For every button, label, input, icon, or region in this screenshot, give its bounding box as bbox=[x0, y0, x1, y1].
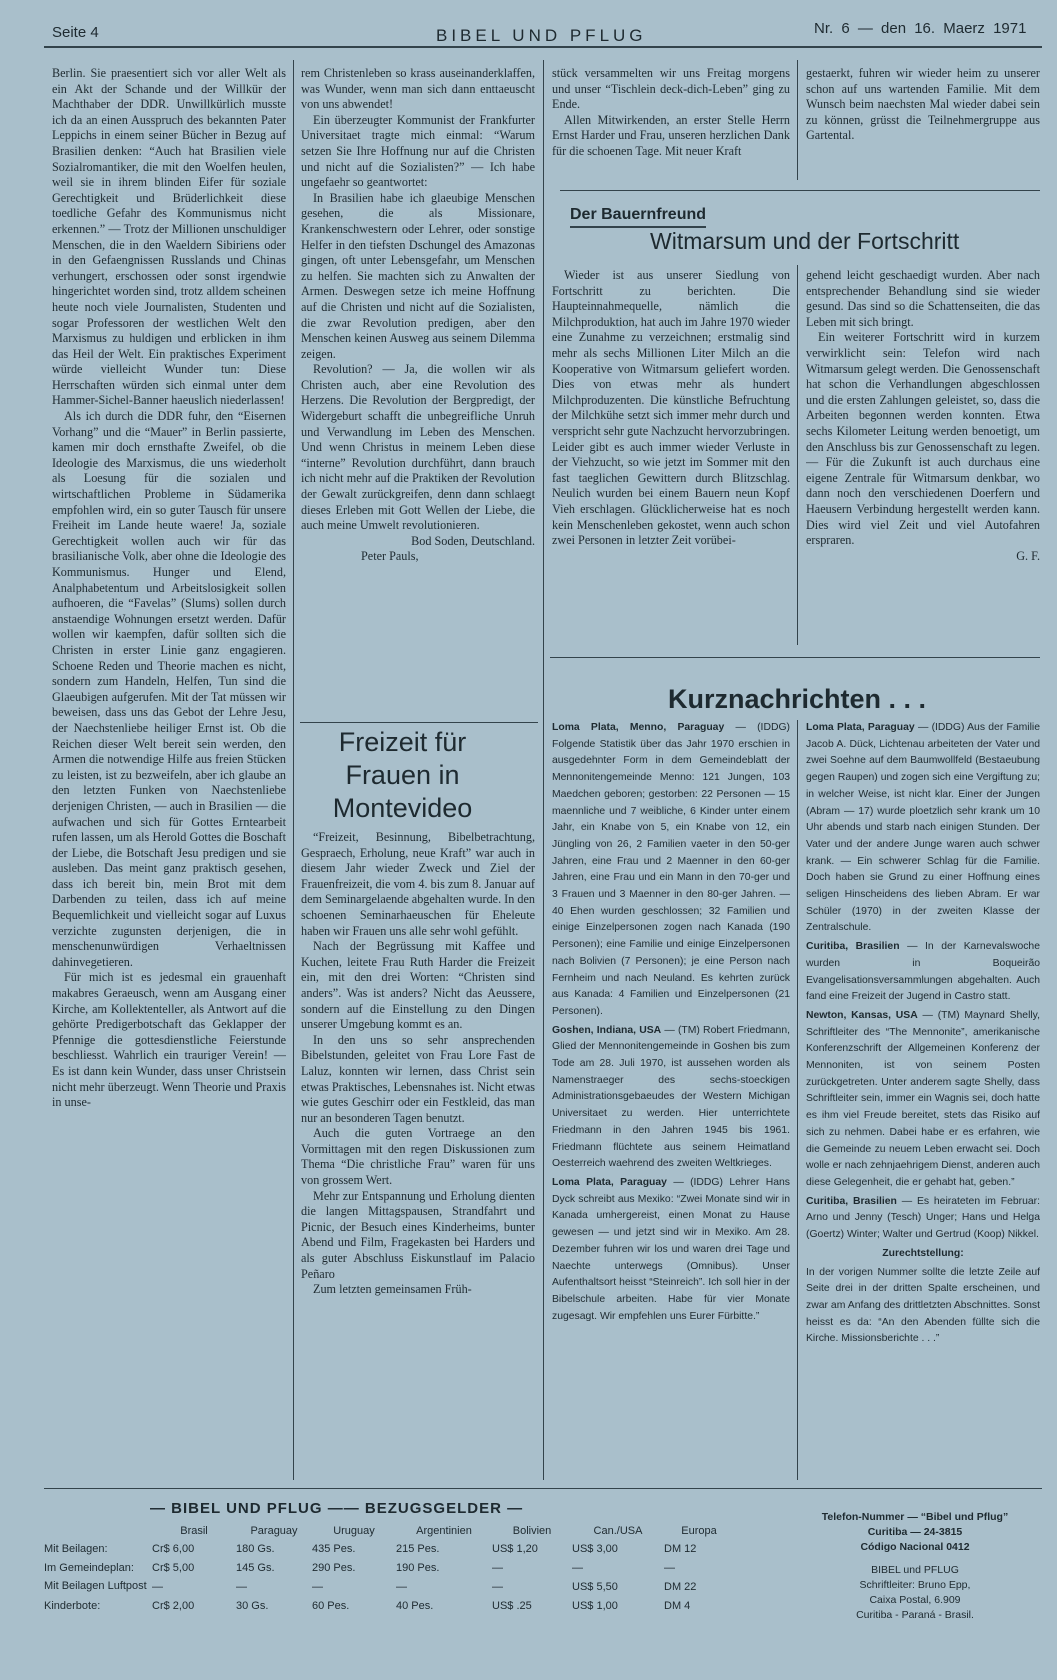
row-label: Mit Beilagen Luftpost bbox=[44, 1580, 147, 1592]
kurznachrichten-column-1 bbox=[552, 720, 790, 1476]
table-cell: — bbox=[396, 1580, 407, 1593]
table-cell: Cr$ 5,00 bbox=[152, 1561, 195, 1574]
news-text: — (TM) Maynard Shelly, Schriftleiter des “The Mennonite”, amerikanische Konferenzschrift der Allgemeinen Konferenz der Mennoniten, ist von seinem Posten zurückgetreten. Unter anderem sagte Shelly, dass Schriftleiter sein, immer ein Wagnis sei, doch hatte es ihm viel Freude bereitet, stets das Risiko auf sich zu nehmen. Dabei habe er es erfahren, wie die Gemeinde zu neuem Leben erwacht sei. Doch wolle er nach zehnjaehrigem Dienst, anderen auch diese Gelegenheit, die er gehabt hat, geben.” bbox=[806, 1009, 1040, 1188]
section-rule bbox=[550, 657, 1040, 658]
table-row bbox=[44, 1577, 734, 1596]
paragraph: Auch die guten Vortraege an den Vormittagen mit den regen Diskussionen zum Thema “Die christliche Frau” waren für uns von grossem Wert. bbox=[301, 1126, 535, 1188]
table-cell: 215 Pes. bbox=[396, 1542, 440, 1555]
column-divider bbox=[797, 265, 798, 645]
row-label: Im Gemeindeplan: bbox=[44, 1561, 134, 1574]
table-cell: US$ 1,00 bbox=[572, 1599, 618, 1612]
page-number: Seite 4 bbox=[52, 24, 99, 41]
dateline: Curitiba, Brasilien bbox=[806, 941, 900, 953]
table-cell: US$ 1,20 bbox=[492, 1542, 538, 1555]
table-cell: 30 Gs. bbox=[236, 1599, 269, 1612]
column-divider bbox=[797, 60, 798, 180]
paragraph: Wieder ist aus unserer Siedlung von Fortschritt zu berichten. Die Haupteinnahmequelle, nämlich die Milchproduktion, hat auch im Jahre 1970 wieder eine Zunahme zu verzeichnen; erstmalig sind mehr als sechs Millionen Liter Milch an die Kooperative von Witmarsum geliefert worden. Dies von etwas mehr als hundert Milchproduzenten. Die künstliche Befruchtung der Milchkühe setzt sich immer mehr durch und verspricht sehr gute Nachzucht hervorzubringen. Leider gibt es auch immer wieder Verluste in der Viehzucht, so wie jetzt im Sommer mit den fast taeglichen Gewittern durch Blitzschlag. Neulich wurden bei einem Bauern neun Kopf Vieh erschlagen. Glücklicherweise hat es noch kein Menschenleben gekostet, wenn auch schon zwei Personen in letzter Zeit vorübei- bbox=[552, 268, 790, 548]
table-cell: — bbox=[492, 1580, 503, 1593]
news-item bbox=[806, 1008, 1040, 1192]
news-text: — Es heirateten im Februar: Arno und Jenny (Tesch) Unger; Hans und Helga (Goertz) Winter; Walter und Gertrud (Koop) Nikkel. bbox=[806, 1195, 1040, 1241]
section-kicker: Der Bauernfreund bbox=[570, 206, 706, 228]
column-header: Brasil bbox=[180, 1525, 208, 1537]
row-label: Kinderbote: bbox=[44, 1599, 101, 1612]
column-header: Bolivien bbox=[512, 1525, 552, 1537]
table-cell: DM 12 bbox=[664, 1542, 697, 1555]
news-item bbox=[806, 939, 1040, 1006]
headline-freizeit: Freizeit für Frauen in Montevideo bbox=[332, 727, 473, 823]
postal-box: Caixa Postal, 6.909 bbox=[869, 1594, 961, 1606]
signature-location: Bod Soden, Deutschland. bbox=[411, 533, 535, 548]
paragraph: Ein weiterer Fortschritt wird in kurzem verwirklicht sein: Telefon wird nach Witmarsum gelegt werden. Die Genossenschaft hat schon die Verhandlungen abgeschlossen und die ersten Zahlungen geleistet, so, dass die Arbeiten begonnen werden konnten. Etwa sechs Kilometer Leitung werden benoetigt, um den Anschluss bis zur Genossenschaft zu legen. — Für die Zukunft ist auch durchaus eine eigene Zentrale für Witmarsum denkbar, wo dann noch den verschiedenen Doerfern und Haeusern Verbindung hergestellt werden kann. Dies wird viel Zeit und viel Autofahren erspraren. bbox=[806, 330, 1040, 548]
table-row bbox=[44, 1596, 734, 1615]
telefon-label: Telefon-Nummer — “Bibel und Pflug” bbox=[821, 1511, 1009, 1523]
table-row bbox=[44, 1539, 734, 1558]
table-cell: US$ 5,50 bbox=[572, 1580, 618, 1593]
column-header: Can./USA bbox=[593, 1525, 643, 1537]
paragraph: gestaerkt, fuhren wir wieder heim zu unserer schon auf uns wartenden Familie. Mit dem Wunsch beim naechsten Mal wieder dabei sein zu können, grüsst die Teilnehmergruppe aus Gartental. bbox=[806, 66, 1040, 143]
table-cell: — bbox=[236, 1580, 247, 1593]
table-cell: Cr$ 6,00 bbox=[152, 1542, 195, 1555]
news-item bbox=[552, 720, 790, 1021]
contact-info bbox=[795, 1510, 1035, 1623]
table-cell: Cr$ 2,00 bbox=[152, 1599, 195, 1612]
paragraph: Als ich durch die DDR fuhr, den “Eisernen Vorhang” und die “Mauer” in Berlin passierte, kamen mir doch ernsthafte Zweifel, ob die Ideologie des Marxismus, die uns wiederholt als Loesung für die sozialen und wirtschaftlichen Probleme in Südamerika empfohlen wird, ein so guter Tausch für unsere Freiheit im Lande heute waere! Ja, soziale Gerechtigkeit wollen auch wir für das brasilianische Volk, aber ohne die Ideologie des Kommunismus. Hunger und Elend, Analphabetentum und Arbeitslosigkeit sollen aufhoeren, die “Favelas” (Slums) sollen durch anstaendige Wohnungen ersetzt werden. Dafür wollen wir kaempfen, dafür sollten sich die Christen in erster Linie ganz engagieren. Schoene Reden und Theorie machen es nicht, sondern zum Handeln, Helfen, Tun sind die Glaeubigen aufgerufen. Mit der Tat müssen wir beweisen, dass uns das Gebot der Lehre Jesu, der Naechstenliebe heiliger Ernst ist. Ob die Reichen dieser Welt bereit sein werden, den Armen die notwendige Hilfe aus freien Stücken zu leisten, ist zu bezweifeln, aber ich glaube an den letzten Funken von Naechstenliebe derjenigen Christen, — auch in Brasilien — die aufwachen und sich für Gottes Erntearbeit rufen lassen, um als Herold Gottes die Boschaft der Liebe, die Botschaft Jesu predigen und sie ausleben. Das meint ganz praktisch gesehen, dass ich bereit bin, mein Brot mit dem Darbenden zu teilen, dass ich auf meine Bequemlichkeit und vielleicht sogar auf Luxus verzichte zugunsten derjenigen, die in menschenunwürdigen Verhaeltnissen dahinvegetieren. bbox=[52, 409, 286, 969]
paragraph: “Freizeit, Besinnung, Bibelbetrachtung, Gespraech, Erholung, neue Kraft” war auch in diesem Jahr wieder Zweck und Ziel der Frauenfreizeit, die vom 4. bis zum 8. Januar auf dem Seminargelaende abgehalten wurde. In den schoenen Seminarhaeuschen für Eheleute haben wir Frauen uns alle sehr wohl gefühlt. bbox=[301, 830, 535, 938]
telefon-number: Curitiba — 24-3815 bbox=[867, 1526, 963, 1538]
paragraph: Allen Mitwirkenden, an erster Stelle Herrn Ernst Harder und Frau, unseren herzlichen Dank für die schoenen Tage. Mit neuer Kraft bbox=[552, 112, 790, 158]
table-cell: — bbox=[492, 1561, 503, 1574]
correction-title: Zurechtstellung: bbox=[882, 1247, 964, 1259]
news-text: — (IDDG) Aus der Familie Jacob A. Dück, Lichtenau arbeiteten der Vater und zwei Soehne auf dem Baumwollfeld (Bestaeubung gegen Raupen) und zogen sich eine Vergiftung zu; in welcher Weise, ist nicht klar. Einer der Jungen (Abram — 17) wurde ploetzlich sehr krank um 10 Uhr abends und starb nach einigen Stunden. Der Vater und der andere Junge waren auch schwer krank. — Ein schwerer Schlag für die Familie. Doch haben sie Grund zu einer Hoffnung eines seligen Hinscheidens des lieben Abram. Er war Schüler (1970) in der zweiten Klasse der Zentralschule. bbox=[806, 722, 1040, 934]
table-cell: US$ .25 bbox=[492, 1599, 532, 1612]
paragraph: gehend leicht geschaedigt wurden. Aber nach entsprechender Behandlung sind sie wieder gesund. Das sind so die Schattenseiten, die das Leben mit sich bringt. bbox=[806, 268, 1040, 329]
author-initials: G. F. bbox=[1016, 548, 1040, 563]
bauernfreund-column-1 bbox=[552, 268, 790, 652]
table-cell: 190 Pes. bbox=[396, 1561, 440, 1574]
column-divider bbox=[543, 60, 544, 1480]
kurznachrichten-column-2 bbox=[806, 720, 1040, 1476]
column-header: Paraguay bbox=[250, 1525, 298, 1537]
masthead-title: BIBEL UND PFLUG bbox=[436, 26, 647, 45]
paragraph: In den uns so sehr ansprechenden Bibelstunden, geleitet von Frau Lore Fast de Laluz, konnten wir lernen, dass Christ sein etwas Praktisches, Lebensnahes ist. Nicht etwas wie gutes Geschirr oder ein Festkleid, das man nur an besonderen Tagen benutzt. bbox=[301, 1032, 535, 1125]
table-cell: DM 4 bbox=[664, 1599, 691, 1612]
freizeit-article bbox=[301, 830, 535, 1476]
paragraph: Berlin. Sie praesentiert sich vor aller Welt als ein Akt der Schande und der Willkür der Machthaber der DDR. Unwillkürlich musste ich da an einen Ausspruch des bekannten Pater Leppichs in einem seiner Bücher in Bezug auf Brasilien denken: “Auch hat Brasilien viele Sozialromantiker, die mit den Woelfen heulen, weil sie in ihrem blinden Eifer für soziale Gerechtigkeit und Brüderlichkeit diese toedliche Gefahr des Kommunismus nicht erkennen.” — Trotz der Millionen unschuldiger Menschen, die in den Waeldern Sibiriens oder in den Gefaengnissen Russlands und Chinas verhungert, erschossen oder sonst irgendwie hingerichtet worden sind, trotz alldem scheinen heute noch viele Journalisten, Studenten und sogar Professoren der westlichen Welt den Marxismus zu huldigen und erblicken in ihm das Heil der Welt. Ein praktisches Experiment würde vielleicht Wunder tun: Diese Herrschaften würden sich einmal unter dem Hammer-Sichel-Banner haeuslich niederlassen! bbox=[52, 66, 286, 408]
paragraph: Nach der Begrüssung mit Kaffee und Kuchen, leitete Frau Ruth Harder die Freizeit ein, mit den drei Worten: “Christen sind anders”. Was ist anders? Nicht das Aeussere, sondern auf die Einstellung zu den Dingen unserer Umgebung kommt es an. bbox=[301, 939, 535, 1032]
news-text: — (TM) Robert Friedmann, Glied der Mennonitengemeinde in Goshen bis zum Tode am 28. Juli 1970, ist aussehen worden als Namenstraeger des sechs-stoeckigen Administrationsgebaeudes der Western Michigan Universitaet zu werden. Hier unterrichtete Friedmann in den Jahren 1945 bis 1961. Friedmann flüchtete aus seinem Heimatland Oesterreich waehrend des zweiten Weltkrieges. bbox=[552, 1024, 790, 1170]
paragraph: Ein überzeugter Kommunist der Frankfurter Universitaet tragte mich einmal: “Warum setzen Sie Ihre Hoffnung nur auf die Christen und nicht auf die Sozialisten?” — Ich habe ungefaehr so geantwortet: bbox=[301, 112, 535, 190]
section-rule bbox=[44, 1488, 1042, 1489]
section-rule bbox=[560, 190, 1040, 191]
dateline: Loma Plata, Paraguay bbox=[806, 722, 915, 733]
table-row bbox=[44, 1558, 734, 1577]
news-item bbox=[806, 1194, 1040, 1244]
table-cell: — bbox=[572, 1561, 583, 1574]
bauernfreund-column-2 bbox=[806, 268, 1040, 652]
codigo-nacional: Código Nacional 0412 bbox=[860, 1541, 970, 1553]
paragraph: Zum letzten gemeinsamen Früh- bbox=[313, 1282, 472, 1297]
freizeit-continued bbox=[552, 66, 790, 184]
column-header bbox=[44, 1523, 152, 1539]
header-rule bbox=[44, 46, 1042, 48]
row-label: Mit Beilagen: bbox=[44, 1542, 108, 1555]
news-item bbox=[552, 1175, 790, 1325]
issue-date: Nr. 6 — den 16. Maerz 1971 bbox=[814, 20, 1027, 37]
publication-name: BIBEL und PFLUG bbox=[871, 1564, 959, 1576]
paragraph: Mehr zur Entspannung und Erholung dienten die langen Mittagspausen, Strandfahrt und Picnic, der Besuch eines Kinderheims, bunter Abend und Film, Fragekasten bei Harders und als guter Abschluss Eiskunstlauf im Palacio Peñaro bbox=[301, 1188, 535, 1281]
news-text: — In der Karnevalswoche wurden in Boqueirão Evangelisationsversammlungen abgehalten. Auch fand eine Freizeit der Jugend in Castro statt. bbox=[806, 941, 1040, 1003]
dateline: Newton, Kansas, USA bbox=[806, 1009, 918, 1021]
column-header: Europa bbox=[681, 1525, 717, 1537]
column-header: Argentinien bbox=[416, 1525, 472, 1537]
paragraph: rem Christenleben so krass auseinanderklaffen, was Wunder, wenn man sich dann enttaeuscht von uns abwendet! bbox=[301, 66, 535, 112]
table-cell: US$ 3,00 bbox=[572, 1542, 618, 1555]
table-cell: DM 22 bbox=[664, 1580, 697, 1593]
subscription-title: — BIBEL UND PFLUG —— BEZUGSGELDER — bbox=[150, 1500, 524, 1517]
table-cell: — bbox=[152, 1580, 163, 1593]
paragraph: Für mich ist es jedesmal ein grauenhaft makabres Geraeusch, wenn am Ausgang einer Kirche, am Kollektenteller, als Antwort auf die gehörte Predigerbotschaft das Geklapper der Pfennige die gottesdienstliche Feierstunde beschliesst. Wahrlich ein trauriger Verein! — Es ist dann kein Wunder, dass unser Christsein nicht mehr überzeugt. Wenn Theorie und Praxis in unse- bbox=[52, 970, 286, 1110]
table-cell: 180 Gs. bbox=[236, 1542, 275, 1555]
headline-kurznachrichten: Kurznachrichten . . . bbox=[668, 684, 927, 714]
table-cell: 145 Gs. bbox=[236, 1561, 275, 1574]
table-cell: 40 Pes. bbox=[396, 1599, 434, 1612]
table-cell: 435 Pes. bbox=[312, 1542, 356, 1555]
table-cell: 290 Pes. bbox=[312, 1561, 356, 1574]
news-text: — (IDDG) Lehrer Hans Dyck schreibt aus Mexiko: “Zwei Monate sind wir in Kanada umhergereist, einen Monat zu Hause gewesen — und jetzt sind wir in Mexiko. Am 28. Dezember fuhren wir los und waren drei Tage und Naechte unterwegs (Omnibus). Unser Aufenthaltsort heisst “Steinreich”. Ich soll hier in der Bibelschule arbeiten. Habe für vier Monate zugesagt. Wir empfehlen uns Eurer Fürbitte.” bbox=[552, 1176, 790, 1322]
column-divider bbox=[797, 720, 798, 1480]
article-column-2 bbox=[301, 66, 535, 726]
postal-address: Curitiba - Paraná - Brasil. bbox=[856, 1609, 974, 1621]
dateline: Loma Plata, Menno, Paraguay bbox=[552, 722, 725, 733]
dateline: Curitiba, Brasilien bbox=[806, 1195, 897, 1207]
signature-author: Peter Pauls, bbox=[361, 549, 419, 564]
table-cell: — bbox=[664, 1561, 675, 1574]
table-header-row bbox=[44, 1523, 734, 1539]
freizeit-conclusion bbox=[806, 66, 1040, 184]
dateline: Goshen, Indiana, USA bbox=[552, 1024, 662, 1036]
paragraph: In Brasilien habe ich glaeubige Menschen gesehen, die als Missionare, Krankenschwestern oder Lehrer, oder sonstige Helfer in den tiefsten Dschungel des Amazonas gingen, oft unter Lebensgefahr, um Menschen zu helfen. Sie machten sich zu Anwalten der Armen. Deswegen setze ich meine Hoffnung auf die Christen und nicht auf die Sozialisten, die zwar Revolution predigen, aber den Menschen keinen Ausweg aus seinem Dilemma zeigen. bbox=[301, 190, 535, 361]
article-column-1 bbox=[52, 66, 286, 1476]
table-cell: — bbox=[312, 1580, 323, 1593]
subscription-table bbox=[44, 1523, 734, 1615]
dateline: Loma Plata, Paraguay bbox=[552, 1176, 667, 1188]
headline-witmarsum: Witmarsum und der Fortschritt bbox=[650, 228, 960, 254]
table-cell: 60 Pes. bbox=[312, 1599, 350, 1612]
correction-text: In der vorigen Nummer sollte die letzte Zeile auf Seite drei in der dritten Spalte erscheinen, und zwar am Anfang des drittletzten Abschnittes. Sonst heisst es da: “An den Abenden füllte sich die Kirche. Missionsberichte . . .” bbox=[806, 1266, 1040, 1345]
news-item bbox=[552, 1023, 790, 1173]
column-divider bbox=[293, 60, 294, 1480]
paragraph: Revolution? — Ja, die wollen wir als Christen auch, aber eine Revolution des Herzens. Die Revolution der Bergpredigt, der Widergeburt schafft die unbegreifliche Unruh und Verwandlung im Leben des Menschen. Und wenn Christus in meinem Leben diese “interne” Revolution durchführt, dann brauch ich nicht mehr auf die Praktiken der Revolution der Gewalt zurückgreifen, denn dann schlaegt dieses Erleben mit Gott Wellen der Liebe, die auch meine Umwelt revolutionieren. bbox=[301, 362, 535, 533]
news-text: — (IDDG) Folgende Statistik über das Jahr 1970 erschien in ausgedehnter Form in dem Gemeindeblatt der Mennonitengemeinde Menno: 121 Jungen, 103 Maedchen geboren; gestorben: 22 Personen — 15 maennliche und 7 weibliche, 6 Kinder unter einem Jahr, ein Knabe von 5, ein Knabe von 12, ein Jüngling von 26, 2 Familien vaeter in den 50-ger Jahren, eine Frau und 2 Maenner in den 60-ger Jahren, eine Frau und ein Mann in den 70-ger und 3 Frauen und 3 Maenner in den 80-ger Jahren. — 40 Ehen wurden geschlossen; 32 Familien und einige Einzelpersonen zogen nach Kanada (190 Personen); eine Familie und einige Einzelpersonen nach Bolivien (7 Personen); je eine Person nach Fernheim und nach Neuland. Es kehrten zurück aus Kanada: 4 Familien und Einzelpersonen (21 Personen). bbox=[552, 722, 790, 1017]
editor: Schriftleiter: Bruno Epp, bbox=[859, 1579, 971, 1591]
news-item bbox=[806, 720, 1040, 937]
column-header: Uruguay bbox=[333, 1525, 375, 1537]
paragraph: stück versammelten wir uns Freitag morgens und unser “Tischlein deck-dich-Leben” ging zu Ende. bbox=[552, 66, 790, 112]
